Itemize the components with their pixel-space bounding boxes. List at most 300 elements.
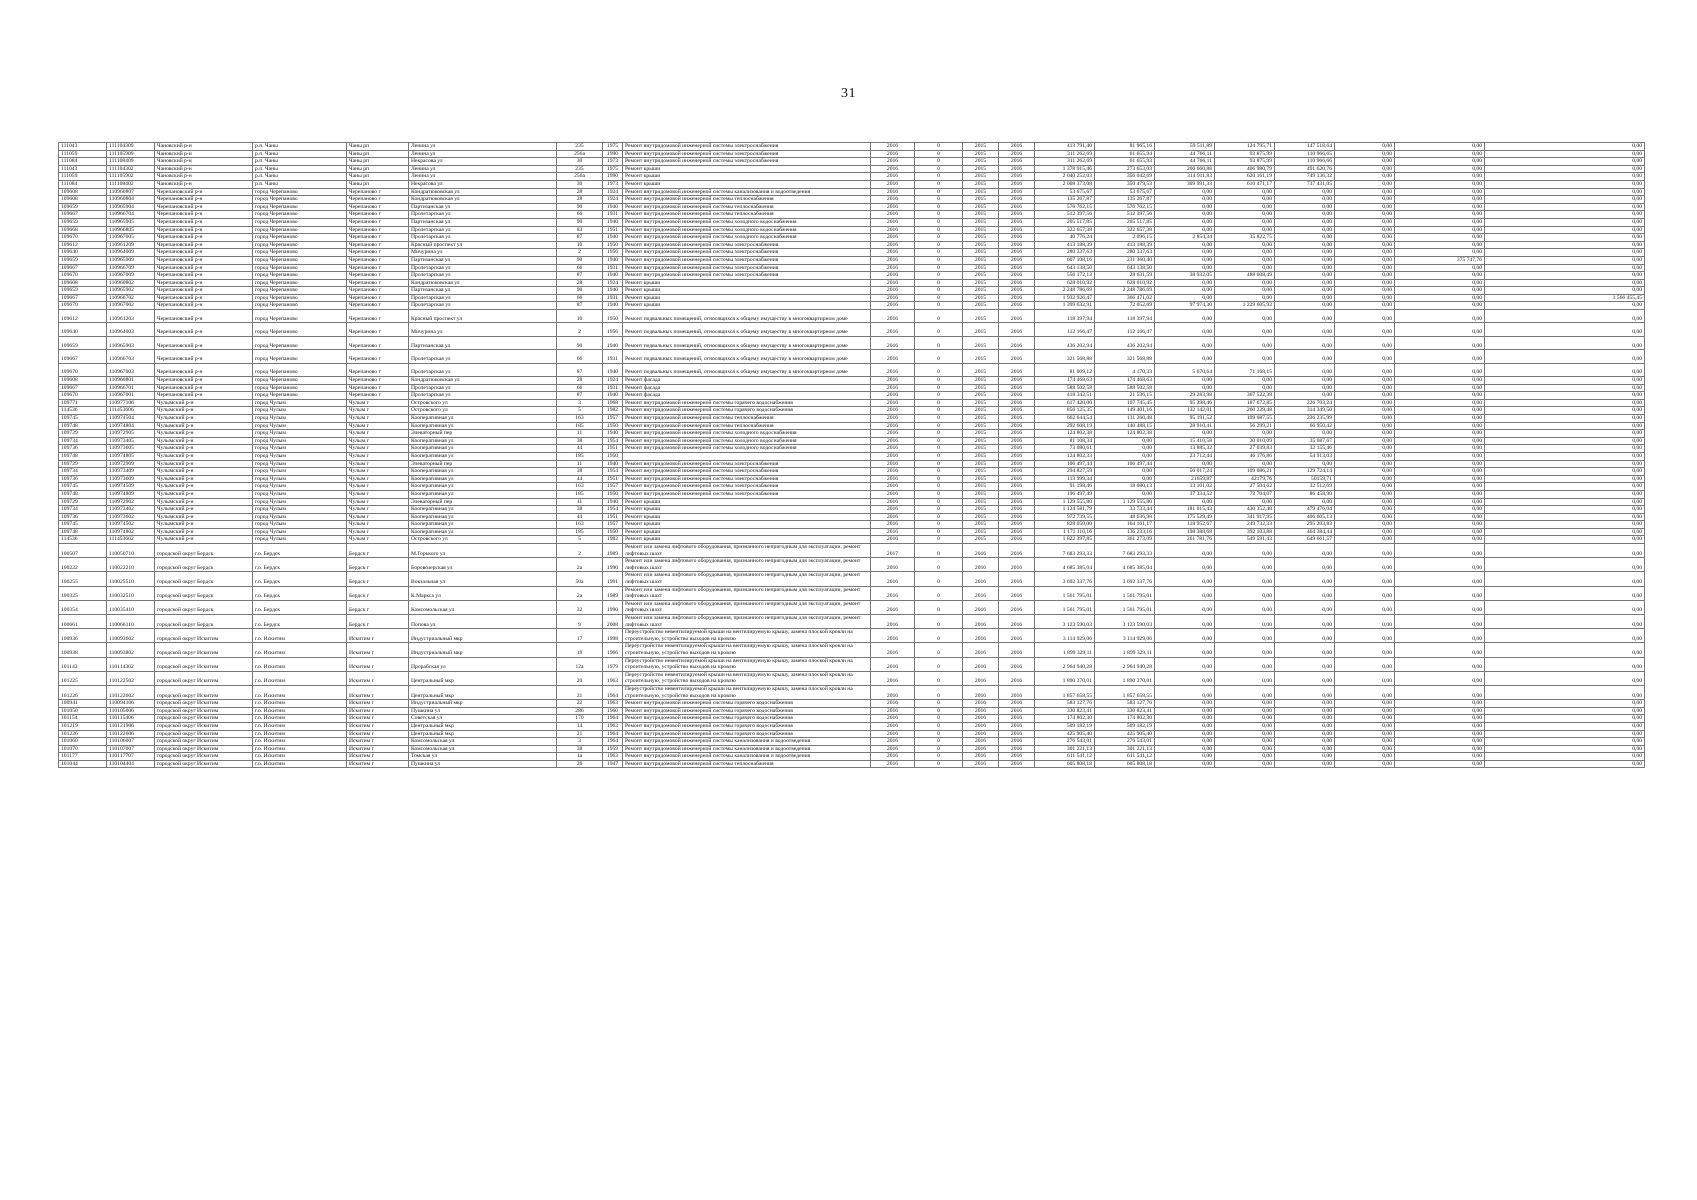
cell-street: Комсомольская ул (409, 600, 557, 614)
cell-s4: 0,00 (1275, 377, 1335, 385)
cell-total: 1 399 632,91 (1035, 302, 1095, 310)
cell-s4: 0,00 (1275, 643, 1335, 657)
cell-s4: 54 913,03 (1275, 452, 1335, 460)
table-row (59, 460, 1645, 468)
cell-locality: Чулым г (347, 498, 409, 506)
table-row (59, 657, 1645, 671)
cell-locality: Черепаново г (347, 377, 409, 385)
cell-start: 2016 (963, 586, 999, 600)
cell-code: 110965909 (107, 256, 155, 264)
cell-house: 87 (557, 272, 603, 280)
cell-s4: 0,00 (1275, 586, 1335, 600)
cell-code: 110974502 (107, 521, 155, 529)
cell-code: 110973602 (107, 513, 155, 521)
cell-s3: 42179,76 (1215, 475, 1275, 483)
cell-plan-year: 2016 (871, 218, 915, 226)
cell-end: 2016 (999, 528, 1035, 536)
cell-code: 110973605 (107, 445, 155, 453)
cell-total: 2 248 786,69 (1035, 287, 1095, 295)
cell-s2: 0,00 (1155, 226, 1215, 234)
cell-s6: 0,00 (1395, 203, 1485, 211)
cell-locality: Чаны рп (347, 180, 409, 188)
cell-s5: 0,00 (1335, 414, 1395, 422)
cell-work: Ремонт внутридомовой инженерной системы электроснабжения (623, 460, 871, 468)
cell-house: 5 (557, 407, 603, 415)
cell-s3: 0,00 (1215, 671, 1275, 685)
repair-program-sheet (58, 142, 1644, 768)
cell-end: 2016 (999, 715, 1035, 723)
cell-year: 1954 (603, 437, 623, 445)
table-row (59, 294, 1645, 302)
cell-s3: 0,00 (1215, 203, 1275, 211)
table-row (59, 738, 1645, 746)
cell-plan-year: 2016 (871, 528, 915, 536)
cell-year: 1950 (603, 452, 623, 460)
cell-end: 2016 (999, 685, 1035, 699)
cell-s4: 0,00 (1275, 685, 1335, 699)
cell-plan-year: 2016 (871, 264, 915, 272)
cell-street: Индустриальный мкр (409, 629, 557, 643)
cell-s6: 0,00 (1395, 188, 1485, 196)
cell-zero: 0 (915, 377, 963, 385)
cell-s5: 0,00 (1335, 264, 1395, 272)
cell-district: Черепановский р-н (155, 249, 253, 257)
cell-settlement: город Черепаново (253, 336, 347, 349)
cell-end: 2016 (999, 302, 1035, 310)
cell-s4: 0,00 (1275, 363, 1335, 376)
cell-plan-year: 2016 (871, 700, 915, 708)
cell-s5: 0,00 (1335, 180, 1395, 188)
cell-plan-year: 2016 (871, 452, 915, 460)
cell-year: 1950 (603, 241, 623, 249)
cell-start: 2015 (963, 234, 999, 242)
cell-zero: 0 (915, 188, 963, 196)
cell-zero: 0 (915, 586, 963, 600)
cell-work: Ремонт или замена лифтового оборудования, признанного непригодным для эксплуатации, ремонт лифтовых шахт (623, 544, 871, 558)
cell-settlement: город Черепаново (253, 249, 347, 257)
cell-house: 38 (557, 745, 603, 753)
cell-s1: 436 202,94 (1095, 336, 1155, 349)
cell-year: 1963 (603, 700, 623, 708)
cell-start: 2015 (963, 490, 999, 498)
cell-street: Кооперативная ул (409, 475, 557, 483)
cell-s5: 0,00 (1335, 203, 1395, 211)
cell-s6: 0,00 (1395, 558, 1485, 572)
cell-district: городской округ Искитим (155, 760, 253, 768)
cell-settlement: город Чулым (253, 490, 347, 498)
cell-locality: Чаны рп (347, 143, 409, 151)
cell-s1: 512 397,56 (1095, 211, 1155, 219)
cell-s3: 0,00 (1215, 730, 1275, 738)
cell-end: 2016 (999, 256, 1035, 264)
cell-s1: 361 273,09 (1095, 536, 1155, 544)
cell-work: Ремонт крыши (623, 302, 871, 310)
cell-s7: 0,00 (1485, 218, 1645, 226)
cell-s2: 38 932,05 (1155, 272, 1215, 280)
cell-code: 111104309 (107, 143, 155, 151)
cell-end: 2016 (999, 249, 1035, 257)
cell-s2: 0,00 (1155, 211, 1215, 219)
cell-district: Черепановский р-н (155, 384, 253, 392)
cell-id: 100941 (59, 700, 107, 708)
cell-plan-year: 2016 (871, 572, 915, 586)
cell-total: 605 808,18 (1035, 760, 1095, 768)
cell-house: 90 (557, 218, 603, 226)
cell-s1: 321 568,88 (1095, 350, 1155, 363)
cell-s3: 0,00 (1215, 753, 1275, 761)
cell-plan-year: 2016 (871, 490, 915, 498)
cell-id: 109748 (59, 452, 107, 460)
cell-year: 1940 (603, 430, 623, 438)
cell-s3: 93 875,99 (1215, 150, 1275, 158)
cell-year: 1924 (603, 279, 623, 287)
cell-end: 2016 (999, 165, 1035, 173)
cell-total: 1 561 795,01 (1035, 600, 1095, 614)
cell-id: 100507 (59, 544, 107, 558)
table-row (59, 302, 1645, 310)
cell-year: 1924 (603, 188, 623, 196)
cell-s2: 0,00 (1155, 294, 1215, 302)
cell-id: 109736 (59, 445, 107, 453)
cell-total: 276 543,01 (1035, 738, 1095, 746)
cell-house: 87 (557, 392, 603, 400)
cell-district: городской округ Бердск (155, 586, 253, 600)
table-row (59, 234, 1645, 242)
cell-start: 2016 (963, 558, 999, 572)
cell-zero: 0 (915, 483, 963, 491)
cell-end: 2016 (999, 745, 1035, 753)
cell-plan-year: 2016 (871, 256, 915, 264)
cell-plan-year: 2016 (871, 707, 915, 715)
cell-id: 109729 (59, 498, 107, 506)
cell-id: 100222 (59, 558, 107, 572)
cell-year: 1982 (603, 407, 623, 415)
cell-house: 87 (557, 234, 603, 242)
cell-start: 2015 (963, 437, 999, 445)
cell-year: 1950 (603, 528, 623, 536)
cell-start: 2016 (963, 671, 999, 685)
cell-end: 2016 (999, 350, 1035, 363)
cell-s3: 0,00 (1215, 586, 1275, 600)
cell-street: Кооперативная ул (409, 521, 557, 529)
cell-work: Ремонт крыши (623, 536, 871, 544)
cell-code: 110967002 (107, 302, 155, 310)
cell-work: Ремонт крыши (623, 165, 871, 173)
cell-s5: 0,00 (1335, 279, 1395, 287)
cell-s4: 0,00 (1275, 430, 1335, 438)
cell-s4: 491 620,76 (1275, 165, 1335, 173)
cell-s5: 0,00 (1335, 287, 1395, 295)
cell-s4: 0,00 (1275, 629, 1335, 643)
cell-s1: 72 052,69 (1095, 302, 1155, 310)
cell-s1: 112 166,47 (1095, 323, 1155, 336)
cell-locality: Искитим г (347, 671, 409, 685)
cell-house: 38 (557, 468, 603, 476)
cell-street: Мичурина ул (409, 249, 557, 257)
cell-district: Чулымский р-н (155, 445, 253, 453)
cell-s6: 0,00 (1395, 226, 1485, 234)
cell-code: 110966805 (107, 226, 155, 234)
cell-start: 2015 (963, 521, 999, 529)
cell-street: Кондратюковская ул (409, 188, 557, 196)
cell-code: 111453602 (107, 536, 155, 544)
cell-s2: 0,00 (1155, 264, 1215, 272)
cell-plan-year: 2016 (871, 629, 915, 643)
cell-end: 2016 (999, 437, 1035, 445)
cell-s1: 1 899 329,11 (1095, 643, 1155, 657)
cell-settlement: город Чулым (253, 475, 347, 483)
cell-s5: 0,00 (1335, 498, 1395, 506)
cell-s4: 0,00 (1275, 241, 1335, 249)
cell-s3: 27 504,62 (1215, 483, 1275, 491)
table-row (59, 336, 1645, 349)
cell-work: Ремонт фасада (623, 377, 871, 385)
cell-s6: 0,00 (1395, 615, 1485, 629)
cell-settlement: г.о. Бердск (253, 615, 347, 629)
cell-settlement: город Черепаново (253, 279, 347, 287)
cell-year: 1989 (603, 544, 623, 558)
cell-end: 2016 (999, 586, 1035, 600)
cell-total: 576 762,15 (1035, 203, 1095, 211)
cell-s5: 0,00 (1335, 294, 1395, 302)
cell-id: 111059 (59, 150, 107, 158)
cell-code: 110973409 (107, 468, 155, 476)
cell-work: Ремонт внутридомовой инженерной системы холодного водоснабжения (623, 226, 871, 234)
cell-total: 118 397,94 (1035, 310, 1095, 323)
cell-plan-year: 2016 (871, 249, 915, 257)
cell-s7: 0,00 (1485, 407, 1645, 415)
cell-total: 856 125,35 (1035, 407, 1095, 415)
cell-settlement: город Черепаново (253, 294, 347, 302)
cell-start: 2016 (963, 657, 999, 671)
cell-end: 2016 (999, 211, 1035, 219)
cell-house: 235 (557, 165, 603, 173)
cell-year: 1951 (603, 226, 623, 234)
cell-settlement: город Чулым (253, 521, 347, 529)
cell-plan-year: 2016 (871, 226, 915, 234)
cell-plan-year: 2016 (871, 294, 915, 302)
cell-settlement: г.о. Искитим (253, 738, 347, 746)
cell-id: 109729 (59, 460, 107, 468)
cell-settlement: г.о. Бердск (253, 544, 347, 558)
cell-locality: Чулым г (347, 528, 409, 536)
cell-s2: 2 854,34 (1155, 234, 1215, 242)
cell-s6: 0,00 (1395, 384, 1485, 392)
cell-id: 109745 (59, 483, 107, 491)
cell-total: 588 502,58 (1035, 384, 1095, 392)
cell-work: Ремонт подвальных помещений, относящихся к общему имуществу в многоквартирном доме (623, 363, 871, 376)
cell-s2: 15 410,58 (1155, 437, 1215, 445)
cell-total: 512 397,56 (1035, 211, 1095, 219)
cell-total: 2 040 252,03 (1035, 173, 1095, 181)
cell-start: 2015 (963, 536, 999, 544)
cell-zero: 0 (915, 490, 963, 498)
cell-s5: 0,00 (1335, 188, 1395, 196)
cell-locality: Искитим г (347, 738, 409, 746)
cell-s4: 0,00 (1275, 234, 1335, 242)
cell-s4: 0,00 (1275, 384, 1335, 392)
repair-program-table (58, 142, 1645, 768)
cell-s2: 0,00 (1155, 643, 1215, 657)
cell-work: Ремонт внутридомовой инженерной системы горячего водоснабжения (623, 399, 871, 407)
cell-s4: 0,00 (1275, 196, 1335, 204)
cell-plan-year: 2016 (871, 483, 915, 491)
cell-district: Черепановский р-н (155, 287, 253, 295)
cell-district: Черепановский р-н (155, 196, 253, 204)
table-row (59, 399, 1645, 407)
cell-settlement: город Чулым (253, 513, 347, 521)
cell-district: Чулымский р-н (155, 498, 253, 506)
cell-locality: Чаны рп (347, 165, 409, 173)
cell-work: Ремонт внутридомовой инженерной системы электроснабжения (623, 249, 871, 257)
cell-zero: 0 (915, 234, 963, 242)
cell-year: 1950 (603, 422, 623, 430)
cell-street: Пролетарская ул (409, 363, 557, 376)
cell-total: 1 561 795,01 (1035, 586, 1095, 600)
cell-s7: 0,00 (1485, 150, 1645, 158)
cell-code: 110964009 (107, 249, 155, 257)
cell-house: 12а (557, 657, 603, 671)
cell-s1: 301 221,13 (1095, 745, 1155, 753)
cell-street: Островского ул (409, 399, 557, 407)
cell-settlement: г.о. Искитим (253, 715, 347, 723)
cell-s7: 0,00 (1485, 249, 1645, 257)
cell-s5: 0,00 (1335, 483, 1395, 491)
cell-s4: 0,00 (1275, 264, 1335, 272)
cell-s3: 72 704,07 (1215, 490, 1275, 498)
table-row (59, 218, 1645, 226)
cell-s4: 0,00 (1275, 188, 1335, 196)
cell-zero: 0 (915, 430, 963, 438)
cell-s5: 0,00 (1335, 399, 1395, 407)
cell-work: Ремонт внутридомовой инженерной системы канализования и водоотведения (623, 753, 871, 761)
cell-zero: 0 (915, 310, 963, 323)
cell-s2: 0,00 (1155, 586, 1215, 600)
cell-s2: 0,00 (1155, 188, 1215, 196)
cell-s2: 97 974,30 (1155, 302, 1215, 310)
cell-s6: 0,00 (1395, 738, 1485, 746)
cell-settlement: р.п. Чаны (253, 180, 347, 188)
cell-settlement: г.о. Искитим (253, 753, 347, 761)
cell-locality: Черепаново г (347, 272, 409, 280)
cell-street: Островского ул (409, 407, 557, 415)
cell-work (623, 452, 871, 460)
cell-year: 1968 (603, 399, 623, 407)
cell-plan-year: 2016 (871, 336, 915, 349)
cell-s7: 0,00 (1485, 272, 1645, 280)
cell-work: Переустройство невентилируемой крыши на вентилируемую крышу, замена плоской кровли на строительную, устройство выходов на кровлю (623, 629, 871, 643)
cell-end: 2016 (999, 513, 1035, 521)
cell-s3: 0,00 (1215, 241, 1275, 249)
cell-house: 66 (557, 294, 603, 302)
cell-s7: 0,00 (1485, 506, 1645, 514)
cell-s2: 0,00 (1155, 336, 1215, 349)
cell-s4: 0,00 (1275, 707, 1335, 715)
cell-end: 2016 (999, 615, 1035, 629)
cell-code: 110965903 (107, 336, 155, 349)
cell-year: 1924 (603, 196, 623, 204)
cell-end: 2016 (999, 226, 1035, 234)
cell-plan-year: 2016 (871, 468, 915, 476)
cell-start: 2015 (963, 264, 999, 272)
cell-id: 109734 (59, 468, 107, 476)
cell-district: Черепановский р-н (155, 310, 253, 323)
cell-s6: 0,00 (1395, 180, 1485, 188)
cell-end: 2016 (999, 310, 1035, 323)
cell-house: 90 (557, 203, 603, 211)
cell-total: 292 608,19 (1035, 422, 1095, 430)
cell-house: 26 (557, 760, 603, 768)
cell-code: 110121906 (107, 722, 155, 730)
cell-settlement: г.о. Бердск (253, 600, 347, 614)
cell-settlement: город Чулым (253, 498, 347, 506)
cell-work: Ремонт внутридомовой инженерной системы холодного водоснабжения (623, 445, 871, 453)
cell-locality: Искитим г (347, 700, 409, 708)
cell-s6: 0,00 (1395, 544, 1485, 558)
cell-s1: 273 653,03 (1095, 165, 1155, 173)
cell-s5: 0,00 (1335, 572, 1395, 586)
cell-s4: 0,00 (1275, 715, 1335, 723)
cell-locality: Чулым г (347, 521, 409, 529)
cell-district: Черепановский р-н (155, 363, 253, 376)
cell-zero: 0 (915, 528, 963, 536)
cell-s1: 0,00 (1095, 452, 1155, 460)
cell-plan-year: 2016 (871, 715, 915, 723)
cell-start: 2016 (963, 685, 999, 699)
table-row (59, 272, 1645, 280)
cell-street: Пролетарская ул (409, 302, 557, 310)
cell-start: 2015 (963, 506, 999, 514)
cell-s5: 0,00 (1335, 196, 1395, 204)
cell-s6: 0,00 (1395, 196, 1485, 204)
cell-s3: 0,00 (1215, 738, 1275, 746)
cell-s3: 488 608,49 (1215, 272, 1275, 280)
cell-street: Кооперативная ул (409, 445, 557, 453)
cell-end: 2016 (999, 399, 1035, 407)
cell-start: 2016 (963, 707, 999, 715)
cell-zero: 0 (915, 241, 963, 249)
cell-start: 2015 (963, 528, 999, 536)
cell-s2: 0,00 (1155, 287, 1215, 295)
cell-s7: 0,00 (1485, 211, 1645, 219)
cell-zero: 0 (915, 468, 963, 476)
cell-plan-year: 2016 (871, 760, 915, 768)
cell-plan-year: 2016 (871, 643, 915, 657)
cell-district: Черепановский р-н (155, 188, 253, 196)
cell-street: Кооперативная ул (409, 437, 557, 445)
cell-end: 2016 (999, 600, 1035, 614)
cell-s5: 0,00 (1335, 528, 1395, 536)
table-row (59, 226, 1645, 234)
cell-zero: 0 (915, 165, 963, 173)
cell-s2: 0,00 (1155, 256, 1215, 264)
cell-s4: 86 458,90 (1275, 490, 1335, 498)
cell-s6: 0,00 (1395, 707, 1485, 715)
cell-locality: Черепаново г (347, 264, 409, 272)
cell-settlement: р.п. Чаны (253, 150, 347, 158)
cell-s7: 0,00 (1485, 460, 1645, 468)
cell-zero: 0 (915, 336, 963, 349)
cell-start: 2015 (963, 363, 999, 376)
cell-s5: 0,00 (1335, 256, 1395, 264)
cell-start: 2015 (963, 475, 999, 483)
table-row (59, 475, 1645, 483)
cell-year: 1947 (603, 760, 623, 768)
cell-district: Чулымский р-н (155, 513, 253, 521)
cell-start: 2015 (963, 150, 999, 158)
cell-end: 2016 (999, 180, 1035, 188)
cell-total: 662 644,54 (1035, 414, 1095, 422)
